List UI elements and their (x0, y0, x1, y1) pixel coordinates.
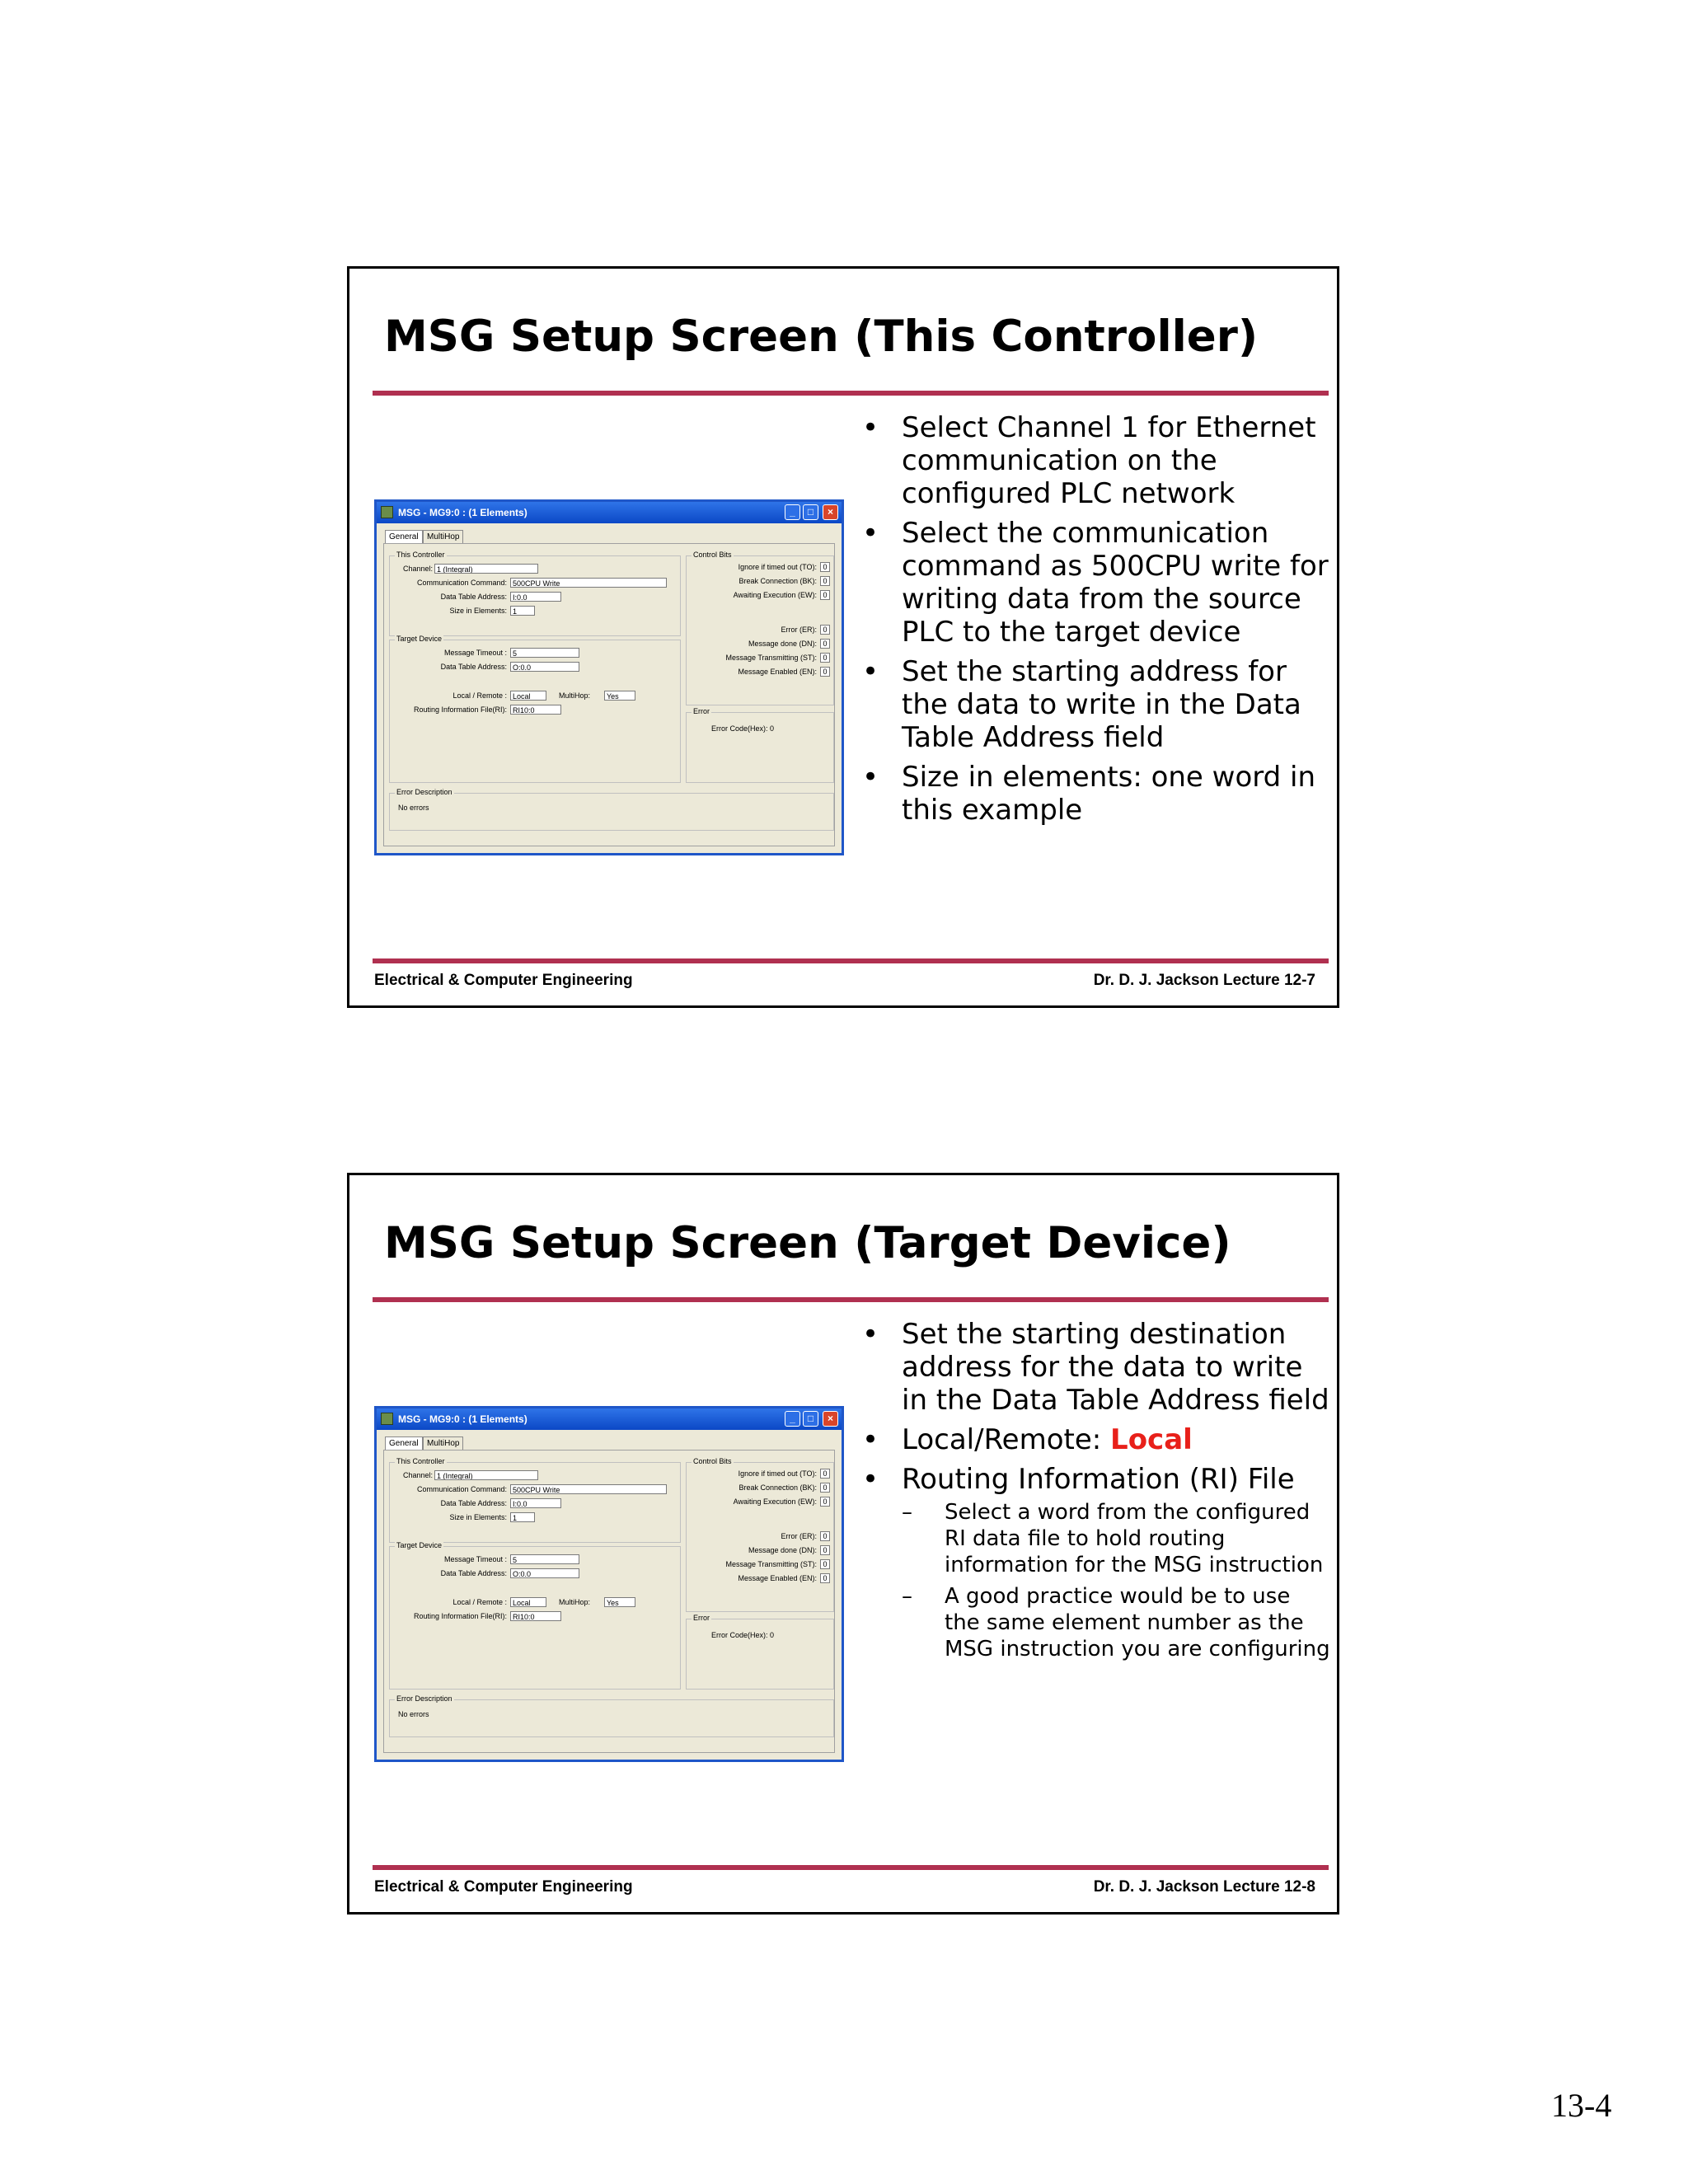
slide-1 (347, 266, 1339, 1008)
bit-label: Awaiting Execution (EW): (733, 1497, 817, 1506)
msg-dialog (374, 1406, 844, 1762)
bit-checkbox: 0 (820, 1573, 830, 1583)
title-divider (373, 1297, 1329, 1302)
tab-general[interactable]: General (385, 1436, 423, 1451)
size-field[interactable]: 1 (510, 1512, 535, 1522)
ri-field[interactable]: RI10:0 (510, 1611, 561, 1621)
command-label: Communication Command: (416, 1485, 507, 1493)
channel-field[interactable]: 1 (Integral) (434, 564, 538, 574)
channel-label: Channel: (402, 1471, 433, 1479)
bit-label: Ignore if timed out (TO): (738, 1469, 817, 1478)
bit-checkbox: 0 (820, 625, 830, 635)
bit-label: Break Connection (BK): (738, 1483, 817, 1492)
group-label: Error (693, 1614, 710, 1622)
dialog-titlebar (377, 502, 842, 523)
slide-2 (347, 1173, 1339, 1915)
bit-checkbox[interactable]: 0 (820, 590, 830, 600)
group-label: Control Bits (693, 551, 732, 559)
bit-checkbox[interactable]: 0 (820, 1483, 830, 1493)
bullet-list (860, 1318, 1330, 1669)
bit-checkbox[interactable]: 0 (820, 1497, 830, 1507)
bit-checkbox: 0 (820, 1531, 830, 1541)
bit-label: Awaiting Execution (EW): (733, 591, 817, 599)
sub-bullet-item: – Select a word from the configured RI data file to hold routing information for the MSG instruction (902, 1499, 1330, 1578)
dialog-title: MSG - MG9:0 : (1 Elements) (398, 507, 528, 518)
size-label: Size in Elements: (449, 1513, 507, 1521)
bit-label: Error (ER): (781, 1532, 817, 1540)
maximize-icon[interactable]: □ (803, 1411, 818, 1427)
slide-title: MSG Setup Screen (Target Device) (384, 1218, 1231, 1268)
tab-multihop[interactable]: MultiHop (423, 1436, 463, 1451)
maximize-icon[interactable]: □ (803, 504, 818, 520)
error-description-text: No errors (398, 804, 429, 812)
bit-checkbox: 0 (820, 667, 830, 677)
group-label: Error Description (396, 1694, 452, 1703)
error-description-text: No errors (398, 1710, 429, 1718)
local-remote-label: Local / Remote : (452, 1598, 507, 1606)
page-number: 13-4 (1551, 2087, 1612, 2124)
bit-checkbox: 0 (820, 639, 830, 649)
minimize-icon[interactable]: _ (785, 1411, 800, 1427)
close-icon[interactable]: × (823, 1411, 838, 1427)
multihop-label: MultiHop: (559, 1598, 591, 1606)
multihop-field[interactable]: Yes (604, 691, 635, 701)
group-label: Error Description (396, 788, 452, 796)
command-label: Communication Command: (416, 579, 507, 587)
app-icon (381, 1413, 393, 1425)
local-remote-label: Local / Remote : (452, 691, 507, 700)
bit-label: Message Transmitting (ST): (725, 654, 817, 662)
bullet-item-local-remote (860, 1423, 1330, 1456)
bullet-item: • Size in elements: one word in this example (860, 761, 1330, 827)
multihop-field[interactable]: Yes (604, 1597, 635, 1607)
local-highlight: Local (1110, 1423, 1193, 1456)
error-description-group (389, 788, 834, 831)
group-label: Control Bits (693, 1457, 732, 1465)
command-field[interactable]: 500CPU Write (510, 1484, 667, 1494)
error-group (686, 1614, 834, 1690)
this-controller-group (389, 1457, 681, 1543)
target-address-label: Data Table Address: (440, 663, 507, 671)
bit-checkbox[interactable]: 0 (820, 576, 830, 586)
footer-lecture: Dr. D. J. Jackson Lecture 12-8 (1093, 1878, 1315, 1896)
local-remote-field[interactable]: Local (510, 691, 546, 701)
bit-checkbox[interactable]: 0 (820, 562, 830, 572)
bit-checkbox: 0 (820, 1545, 830, 1555)
group-label: Target Device (396, 635, 443, 643)
title-divider (373, 391, 1329, 396)
bit-checkbox: 0 (820, 1559, 830, 1569)
error-code: Error Code(Hex): 0 (711, 1631, 775, 1639)
sub-bullet-item: – A good practice would be to use the same element number as the MSG instruction you are configuring (902, 1583, 1330, 1662)
footer-divider (373, 958, 1329, 963)
msg-dialog (374, 499, 844, 855)
footer-divider (373, 1865, 1329, 1870)
channel-label: Channel: (402, 565, 433, 573)
ri-label: Routing Information File(RI): (413, 1612, 507, 1620)
multihop-label: MultiHop: (559, 691, 591, 700)
bullet-item-ri-file (860, 1463, 1330, 1662)
target-address-field[interactable]: O:0.0 (510, 662, 579, 672)
bullet-item: • Select the communication command as 500CPU write for writing data from the source PLC to the target device (860, 517, 1330, 649)
footer-department: Electrical & Computer Engineering (374, 1878, 633, 1896)
control-bits-group (686, 1457, 834, 1612)
tab-multihop[interactable]: MultiHop (423, 530, 463, 544)
group-label: This Controller (396, 551, 445, 559)
target-address-field[interactable]: O:0.0 (510, 1568, 579, 1578)
footer-lecture: Dr. D. J. Jackson Lecture 12-7 (1093, 972, 1315, 989)
bit-label: Ignore if timed out (TO): (738, 563, 817, 571)
ri-field[interactable]: RI10:0 (510, 705, 561, 715)
sub-bullet-list (902, 1499, 1330, 1662)
control-bits-group (686, 551, 834, 705)
address-label: Data Table Address: (440, 593, 507, 601)
bit-label: Error (ER): (781, 626, 817, 634)
address-field[interactable]: I:0.0 (510, 1498, 561, 1508)
bullet-item: • Set the starting destination address for the data to write in the Data Table Address field (860, 1318, 1330, 1417)
size-field[interactable]: 1 (510, 606, 535, 616)
ri-label: Routing Information File(RI): (413, 705, 507, 714)
dialog-title: MSG - MG9:0 : (1 Elements) (398, 1413, 528, 1425)
local-remote-field[interactable]: Local (510, 1597, 546, 1607)
address-label: Data Table Address: (440, 1499, 507, 1507)
tab-general[interactable]: General (385, 530, 423, 544)
timeout-field[interactable]: 5 (510, 1554, 579, 1564)
target-device-group (389, 635, 681, 783)
target-address-label: Data Table Address: (440, 1569, 507, 1577)
bit-label: Message done (DN): (748, 640, 817, 648)
close-icon[interactable]: × (823, 504, 838, 520)
this-controller-group (389, 551, 681, 636)
group-label: Target Device (396, 1541, 443, 1549)
command-field[interactable]: 500CPU Write (510, 578, 667, 588)
bullet-text: Routing Information (RI) File (902, 1463, 1295, 1496)
timeout-field[interactable]: 5 (510, 648, 579, 658)
channel-field[interactable]: 1 (Integral) (434, 1470, 538, 1480)
group-label: Error (693, 707, 710, 715)
bullet-text: Local/Remote: (902, 1423, 1111, 1456)
timeout-label: Message Timeout : (443, 649, 507, 657)
address-field[interactable]: I:0.0 (510, 592, 561, 602)
bit-checkbox[interactable]: 0 (820, 1469, 830, 1479)
bit-label: Message done (DN): (748, 1546, 817, 1554)
timeout-label: Message Timeout : (443, 1555, 507, 1563)
bullet-item: • Select Channel 1 for Ethernet communication on the configured PLC network (860, 411, 1330, 510)
dialog-panel (383, 543, 835, 846)
bit-checkbox: 0 (820, 653, 830, 663)
error-code: Error Code(Hex): 0 (711, 724, 775, 733)
group-label: This Controller (396, 1457, 445, 1465)
bit-label: Message Transmitting (ST): (725, 1560, 817, 1568)
app-icon (381, 506, 393, 518)
dialog-titlebar (377, 1408, 842, 1430)
dialog-panel (383, 1450, 835, 1753)
size-label: Size in Elements: (449, 607, 507, 615)
bullet-list (860, 411, 1330, 833)
minimize-icon[interactable]: _ (785, 504, 800, 520)
error-group (686, 707, 834, 783)
error-description-group (389, 1694, 834, 1737)
target-device-group (389, 1541, 681, 1690)
footer-department: Electrical & Computer Engineering (374, 972, 633, 989)
bullet-item: • Set the starting address for the data to write in the Data Table Address field (860, 655, 1330, 754)
bit-label: Message Enabled (EN): (738, 1574, 817, 1582)
bit-label: Message Enabled (EN): (738, 668, 817, 676)
slide-title: MSG Setup Screen (This Controller) (384, 312, 1259, 362)
bit-label: Break Connection (BK): (738, 577, 817, 585)
